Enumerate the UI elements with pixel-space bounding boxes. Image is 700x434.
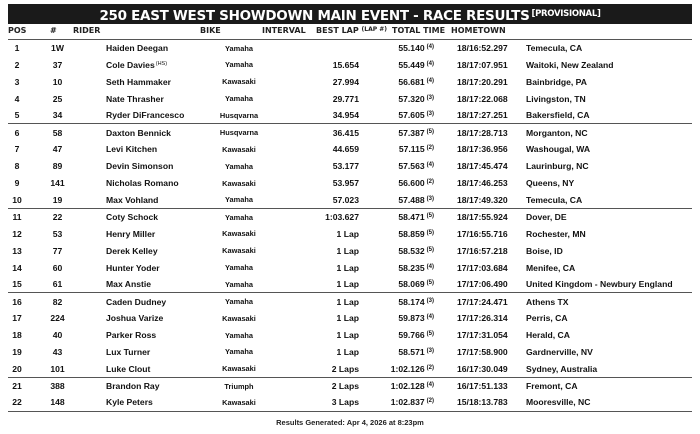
cell-pos: 12 [12, 228, 22, 239]
cell-number: 89 [52, 161, 63, 172]
best-lap-number: (5) [426, 128, 434, 135]
cell-best-lap [361, 107, 453, 124]
cell-rider [89, 310, 212, 327]
cell-best-lap [361, 192, 453, 209]
header-hometown: HOMETOWN [451, 26, 506, 35]
cell-bike: Triumph [224, 381, 254, 391]
cell-pos: 18 [12, 330, 22, 341]
cell-bike: Yamaha [225, 297, 253, 307]
rider-name: Daxton Bennick [106, 127, 171, 138]
cell-interval: 15.654 [332, 59, 359, 70]
results-title [8, 4, 692, 24]
cell-interval: 53.957 [332, 178, 359, 189]
cell-rider [89, 73, 212, 90]
cell-hometown: Sydney, Australia [513, 360, 692, 377]
cell-interval: 34.954 [266, 107, 361, 124]
cell-total-time: 17/17:31.054 [457, 330, 508, 341]
cell-hometown: Rochester, MN [526, 228, 586, 239]
table-row [8, 208, 692, 225]
cell-bike: Yamaha [212, 192, 266, 209]
cell-hometown: Queens, NY [526, 178, 575, 189]
cell-best-lap [361, 242, 453, 259]
cell-pos: 16 [12, 296, 22, 307]
cell-best-lap [361, 310, 453, 327]
best-lap-time: 58.174 [398, 296, 425, 307]
best-lap-number: (4) [426, 314, 434, 321]
cell-bike: Kawasaki [222, 229, 256, 239]
cell-interval: 36.415 [332, 127, 359, 138]
cell-hometown: Temecula, CA [513, 192, 692, 209]
cell-rider [89, 360, 212, 377]
cell-hometown: Menifee, CA [526, 262, 576, 273]
cell-interval: 44.659 [332, 144, 359, 155]
cell-interval: 1 Lap [266, 276, 361, 293]
rider-name: Haiden Deegan [106, 43, 169, 54]
cell-best-lap [361, 124, 453, 141]
cell-interval: 2 Laps [266, 360, 361, 377]
best-lap-number: (5) [426, 331, 434, 338]
cell-total-time: 18/17:28.713 [457, 127, 508, 138]
cell-total-time: 17/17:58.900 [457, 346, 508, 357]
cell-number: 141 [50, 178, 65, 189]
best-lap-time: 56.681 [398, 76, 425, 87]
cell-total-time: 18/17:49.320 [453, 192, 513, 209]
cell-number: 82 [52, 296, 63, 307]
title-text: 250 EAST WEST SHOWDOWN MAIN EVENT - RACE RESULTS [99, 8, 530, 24]
best-lap-number: (3) [426, 297, 434, 304]
cell-total-time: 17/16:57.218 [457, 245, 508, 256]
cell-hometown: Herald, CA [526, 330, 570, 341]
cell-bike: Yamaha [225, 212, 253, 222]
table-row [8, 175, 692, 192]
cell-number: 34 [26, 107, 89, 124]
table-row [8, 242, 692, 259]
results-table [8, 39, 692, 412]
cell-pos: 3 [14, 76, 20, 87]
cell-number: 58 [52, 127, 63, 138]
best-lap-time: 57.605 [398, 110, 425, 121]
cell-total-time: 16/17:30.049 [453, 360, 513, 377]
best-lap-number: (3) [426, 94, 434, 101]
cell-interval: 1 Lap [336, 245, 359, 256]
rider-name: Ryder DiFrancesco [106, 110, 185, 121]
best-lap-number: (4) [426, 44, 434, 51]
table-row [8, 73, 692, 90]
rider-name: Parker Ross [106, 330, 157, 341]
best-lap-number: (2) [426, 179, 434, 186]
cell-bike: Yamaha [225, 347, 253, 357]
cell-bike: Yamaha [225, 94, 253, 104]
table-row [8, 293, 692, 310]
cell-interval: 57.023 [266, 192, 361, 209]
cell-pos: 21 [12, 381, 22, 391]
cell-bike: Kawasaki [222, 178, 256, 188]
best-lap-number: (5) [426, 246, 434, 253]
rider-name: Max Anstie [106, 279, 152, 290]
cell-rider [89, 192, 212, 209]
rider-name: Levi Kitchen [106, 144, 158, 155]
cell-best-lap [361, 40, 453, 57]
cell-number: 10 [52, 76, 63, 87]
cell-pos: 17 [12, 313, 22, 324]
table-row [8, 310, 692, 327]
best-lap-number: (4) [426, 60, 434, 67]
rider-name: Derek Kelley [106, 245, 158, 256]
cell-total-time: 15/18:13.783 [453, 394, 513, 411]
cell-rider [89, 124, 212, 141]
cell-rider [89, 293, 212, 310]
cell-interval: 1 Lap [336, 346, 359, 357]
cell-pos: 2 [14, 59, 20, 70]
table-row [8, 360, 692, 377]
cell-bike: Yamaha [225, 263, 253, 273]
table-row [8, 141, 692, 158]
best-lap-time: 58.532 [398, 245, 425, 256]
cell-interval: 53.177 [332, 161, 359, 172]
results-generated-footer: Results Generated: Apr 4, 2026 at 8:23pm [276, 418, 424, 427]
cell-hometown: Morganton, NC [526, 127, 588, 138]
cell-rider [89, 141, 212, 158]
cell-pos: 20 [8, 360, 26, 377]
cell-best-lap [361, 225, 453, 242]
cell-pos: 13 [12, 245, 22, 256]
cell-bike: Kawasaki [222, 77, 256, 87]
cell-total-time: 18/17:36.956 [457, 144, 508, 155]
cell-bike: Kawasaki [222, 246, 256, 256]
cell-interval [266, 40, 361, 57]
rider-name: Max Vohland [106, 194, 159, 205]
cell-total-time: 18/17:27.251 [453, 107, 513, 124]
cell-interval: 27.994 [332, 76, 359, 87]
table-row [8, 107, 692, 124]
cell-total-time: 17/16:55.716 [457, 228, 508, 239]
cell-best-lap [361, 344, 453, 361]
cell-hometown: Waitoki, New Zealand [526, 59, 614, 70]
cell-interval: 1 Lap [336, 228, 359, 239]
provisional-badge: [PROVISIONAL] [531, 9, 601, 19]
cell-pos: 22 [8, 394, 26, 411]
cell-best-lap [361, 90, 453, 107]
cell-pos: 19 [12, 346, 22, 357]
rider-name: Lux Turner [106, 346, 151, 357]
cell-number: 388 [50, 381, 65, 391]
cell-best-lap [361, 377, 453, 394]
best-lap-number: (2) [426, 364, 434, 371]
cell-best-lap [361, 175, 453, 192]
table-row [8, 327, 692, 344]
rider-name: Devin Simonson [106, 161, 174, 172]
cell-rider [89, 40, 212, 57]
best-lap-number: (2) [426, 398, 434, 405]
cell-rider [89, 377, 212, 394]
cell-bike: Kawasaki [212, 394, 266, 411]
cell-number: 77 [52, 245, 63, 256]
best-lap-number: (5) [426, 229, 434, 236]
header-interval: INTERVAL [262, 26, 306, 35]
cell-best-lap [361, 141, 453, 158]
cell-number: 1W [26, 40, 89, 57]
cell-number: 37 [52, 59, 63, 70]
cell-total-time: 17/17:06.490 [453, 276, 513, 293]
cell-number: 148 [26, 394, 89, 411]
best-lap-number: (3) [426, 195, 434, 202]
cell-hometown: United Kingdom - Newbury England [513, 276, 692, 293]
cell-bike: Kawasaki [222, 313, 256, 323]
rider-name: Luke Clout [106, 363, 151, 374]
cell-best-lap [361, 276, 453, 293]
cell-total-time: 18/17:20.291 [457, 76, 508, 87]
cell-hometown: Fremont, CA [526, 381, 578, 391]
cell-bike: Yamaha [212, 40, 266, 57]
best-lap-time: 57.488 [398, 194, 425, 205]
cell-rider [89, 208, 212, 225]
table-row [8, 276, 692, 293]
cell-rider [89, 259, 212, 276]
best-lap-time: 57.563 [398, 161, 425, 172]
table-row [8, 124, 692, 141]
cell-rider [89, 327, 212, 344]
cell-total-time: 17/17:26.314 [457, 313, 508, 324]
cell-total-time: 16/17:51.133 [457, 381, 508, 391]
cell-hometown: Bainbridge, PA [526, 76, 587, 87]
cell-number: 22 [52, 212, 63, 223]
cell-hometown: Livingston, TN [526, 93, 586, 104]
cell-pos: 7 [14, 144, 20, 155]
best-lap-number: (2) [426, 145, 434, 152]
cell-number: 43 [52, 346, 63, 357]
table-row [8, 192, 692, 209]
best-lap-number: (4) [426, 77, 434, 84]
header-number: # [50, 26, 57, 35]
cell-pos: 11 [12, 212, 22, 223]
cell-bike: Husqvarna [219, 128, 259, 138]
rider-sup: (HS) [155, 60, 168, 67]
table-row [8, 344, 692, 361]
best-lap-time: 55.140 [398, 43, 425, 54]
rider-name: Joshua Varize [106, 313, 164, 324]
cell-interval: 1 Lap [336, 330, 359, 341]
results-body [8, 40, 692, 412]
best-lap-number: (4) [426, 263, 434, 270]
cell-pos: 8 [14, 161, 20, 172]
best-lap-number: (5) [426, 213, 434, 220]
cell-rider [89, 175, 212, 192]
cell-total-time: 17/17:03.684 [457, 262, 508, 273]
header-rider: RIDER [73, 26, 101, 35]
best-lap-time: 57.115 [398, 144, 425, 155]
header-best-lap-label: BEST LAP [316, 26, 359, 35]
cell-number: 53 [52, 228, 63, 239]
best-lap-number: (3) [426, 347, 434, 354]
cell-total-time: 17/17:24.471 [457, 296, 508, 307]
header-pos: POS [8, 26, 27, 35]
rider-name: Caden Dudney [106, 296, 167, 307]
cell-best-lap [361, 327, 453, 344]
cell-number: 25 [52, 93, 63, 104]
cell-hometown: Gardnerville, NV [526, 346, 593, 357]
cell-interval: 3 Laps [266, 394, 361, 411]
header-best-lap-sup: (LAP #) [361, 26, 387, 33]
cell-bike: Husqvarna [212, 107, 266, 124]
best-lap-time: 58.571 [398, 346, 425, 357]
cell-bike: Kawasaki [212, 360, 266, 377]
best-lap-number: (3) [426, 111, 434, 118]
best-lap-time: 1:02.837 [390, 397, 425, 408]
best-lap-time: 58.069 [398, 279, 425, 290]
cell-best-lap [361, 208, 453, 225]
cell-number: 101 [26, 360, 89, 377]
cell-number: 224 [50, 313, 65, 324]
cell-total-time: 18/17:45.474 [457, 161, 508, 172]
best-lap-time: 56.600 [398, 178, 425, 189]
rider-name: Cole Davies [106, 59, 155, 70]
cell-rider [89, 107, 212, 124]
rider-name: Hunter Yoder [106, 262, 160, 273]
cell-total-time: 18/17:07.951 [457, 59, 508, 70]
cell-bike: Kawasaki [222, 144, 256, 154]
header-best-lap [316, 26, 387, 35]
table-row [8, 394, 692, 411]
cell-number: 60 [52, 262, 63, 273]
cell-number: 61 [26, 276, 89, 293]
cell-bike: Yamaha [225, 330, 253, 340]
rider-name: Kyle Peters [106, 397, 153, 408]
cell-best-lap [361, 293, 453, 310]
cell-interval: 1 Lap [336, 262, 359, 273]
cell-pos: 5 [8, 107, 26, 124]
best-lap-time: 55.449 [398, 59, 425, 70]
column-headers [8, 25, 692, 39]
cell-pos: 10 [8, 192, 26, 209]
best-lap-time: 58.859 [398, 228, 425, 239]
rider-name: Coty Schock [106, 212, 159, 223]
header-bike: BIKE [200, 26, 221, 35]
cell-rider [89, 242, 212, 259]
cell-number: 19 [26, 192, 89, 209]
cell-rider [89, 56, 212, 73]
cell-interval: 2 Laps [331, 381, 359, 391]
cell-rider [89, 158, 212, 175]
rider-name: Seth Hammaker [106, 76, 171, 87]
best-lap-number: (4) [426, 162, 434, 169]
cell-pos: 4 [14, 93, 20, 104]
best-lap-time: 57.320 [398, 93, 425, 104]
table-row [8, 40, 692, 57]
cell-rider [89, 90, 212, 107]
table-row [8, 90, 692, 107]
header-total-time: TOTAL TIME [392, 26, 446, 35]
best-lap-time: 1:02.128 [390, 381, 425, 391]
cell-hometown: Dover, DE [526, 212, 567, 223]
cell-hometown: Boise, ID [526, 245, 563, 256]
cell-pos: 6 [14, 127, 20, 138]
cell-best-lap [361, 394, 453, 411]
cell-best-lap [361, 360, 453, 377]
table-row [8, 56, 692, 73]
cell-bike: Yamaha [225, 161, 253, 171]
cell-total-time: 18/17:46.253 [457, 178, 508, 189]
cell-best-lap [361, 158, 453, 175]
cell-best-lap [361, 73, 453, 90]
cell-interval: 1:03.627 [325, 212, 359, 223]
best-lap-time: 57.387 [398, 127, 425, 138]
cell-pos: 1 [8, 40, 26, 57]
best-lap-time: 1:02.126 [390, 363, 425, 374]
best-lap-time: 58.471 [398, 212, 425, 223]
cell-hometown: Perris, CA [526, 313, 568, 324]
rider-name: Nate Thrasher [106, 93, 164, 104]
best-lap-time: 59.766 [398, 330, 425, 341]
table-row [8, 225, 692, 242]
rider-name: Nicholas Romano [106, 178, 179, 189]
best-lap-time: 58.235 [398, 262, 425, 273]
cell-total-time: 18/17:22.068 [457, 93, 508, 104]
cell-pos: 9 [14, 178, 20, 189]
cell-pos: 14 [12, 262, 22, 273]
table-row [8, 158, 692, 175]
cell-interval: 1 Lap [336, 313, 359, 324]
table-row [8, 259, 692, 276]
cell-hometown: Washougal, WA [526, 144, 591, 155]
cell-total-time: 18/17:55.924 [457, 212, 508, 223]
cell-number: 47 [52, 144, 63, 155]
cell-number: 40 [52, 330, 63, 341]
cell-rider [89, 276, 212, 293]
cell-hometown: Bakersfield, CA [513, 107, 692, 124]
cell-hometown: Laurinburg, NC [526, 161, 589, 172]
best-lap-number: (4) [426, 382, 434, 388]
cell-total-time: 18/16:52.297 [453, 40, 513, 57]
rider-name: Henry Miller [106, 228, 156, 239]
cell-interval: 1 Lap [336, 296, 359, 307]
cell-best-lap [361, 259, 453, 276]
cell-rider [89, 225, 212, 242]
cell-best-lap [361, 56, 453, 73]
cell-hometown: Mooresville, NC [513, 394, 692, 411]
cell-hometown: Athens TX [526, 296, 569, 307]
cell-rider [89, 344, 212, 361]
best-lap-time: 59.873 [398, 313, 425, 324]
cell-pos: 15 [8, 276, 26, 293]
cell-interval: 29.771 [332, 93, 359, 104]
cell-bike: Yamaha [225, 60, 253, 70]
cell-rider [89, 394, 212, 411]
rider-name: Brandon Ray [106, 381, 160, 391]
cell-hometown: Temecula, CA [513, 40, 692, 57]
table-row [8, 377, 692, 394]
cell-bike: Yamaha [212, 276, 266, 293]
best-lap-number: (5) [426, 280, 434, 287]
